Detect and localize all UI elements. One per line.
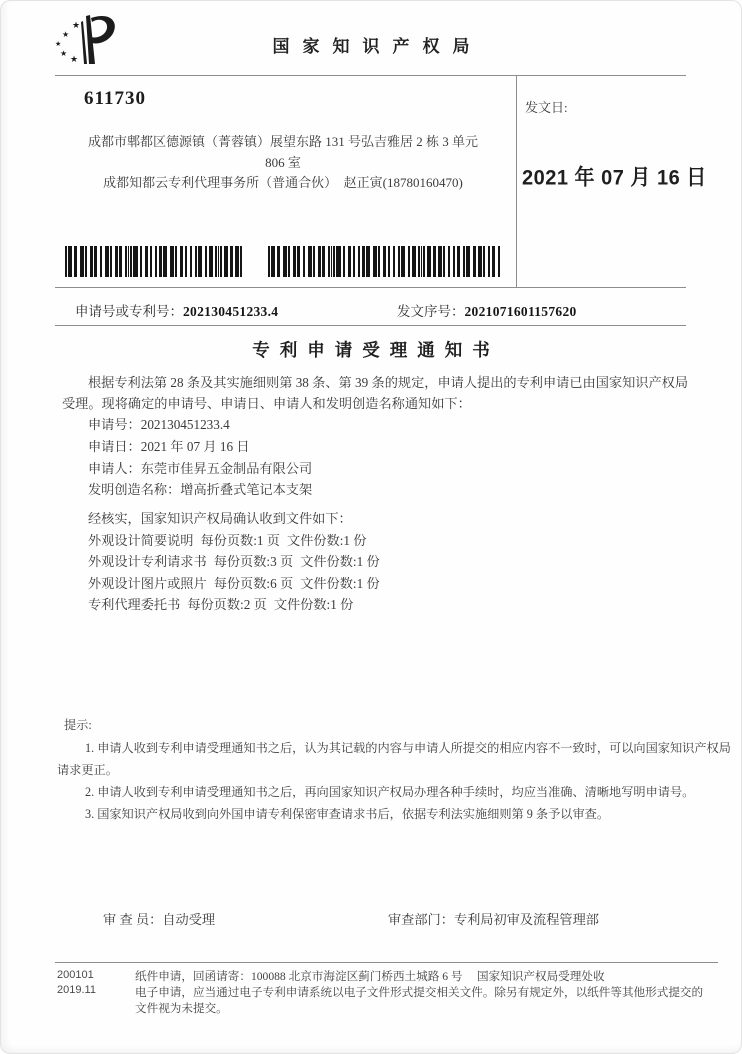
agency-title: 国家知识产权局	[272, 37, 483, 56]
field-applicant: 申请人：东莞市佳昇五金制品有限公司	[88, 461, 313, 476]
document-pages: 每份页数:6 页	[213, 576, 294, 591]
dispatch-date-label: 发文日:	[525, 100, 568, 115]
footer-form-code: 200101	[57, 969, 94, 981]
tips-heading: 提示:	[64, 718, 92, 732]
document-copies: 文件份数:1 份	[273, 597, 354, 612]
svg-text:★: ★	[70, 54, 79, 64]
document-row	[88, 551, 380, 570]
received-documents-intro: 经核实，国家知识产权局确认收到文件如下：	[88, 511, 352, 526]
department-label: 审查部门：	[388, 912, 454, 927]
document-row	[88, 573, 380, 592]
recipient-address-line2: 806 室	[265, 155, 301, 170]
dispatch-box-divider	[516, 75, 517, 287]
document-copies: 文件份数:1 份	[287, 533, 367, 548]
recipient-address-line1: 成都市郫都区德源镇（菁蓉镇）展望东路 131 号弘吉雅居 2 栋 3 单元	[87, 134, 478, 149]
svg-text:★: ★	[60, 49, 68, 58]
header-divider	[55, 75, 686, 76]
application-number-value: 202130451233.4	[183, 304, 279, 319]
document-copies: 文件份数:1 份	[300, 554, 380, 569]
svg-text:★: ★	[55, 40, 62, 48]
notice-title: 专利申请受理通知书	[252, 340, 500, 360]
dispatch-date-value: 2021 年 07 月 16 日	[522, 166, 707, 191]
footer-form-date: 2019.11	[57, 984, 96, 996]
recipient-agency-line: 成都知都云专利代理事务所（普通合伙） 赵正寅(18780160470)	[103, 175, 463, 190]
mail-route-code: 611730	[84, 88, 146, 109]
field-application-number: 申请号：202130451233.4	[88, 417, 230, 432]
document-name: 外观设计专利请求书	[88, 554, 207, 569]
application-number-label: 申请号或专利号：	[75, 304, 183, 319]
document-row	[88, 594, 353, 613]
application-number-row	[75, 300, 278, 320]
document-row	[88, 530, 367, 549]
tip-item-2: 2. 申请人收到专利申请受理通知书之后，再向国家知识产权局办理各种手续时，均应当准确、清晰地写明申请号。	[85, 785, 695, 799]
footer-paper-filing-note: 纸件申请，回函请寄：100088 北京市海淀区蓟门桥西土城路 6 号 国家知识产权局受理处收	[135, 970, 605, 983]
tip-item-1-line1: 1. 申请人收到专利申请受理通知书之后，认为其记载的内容与申请人所提交的相应内容不一致时，可以向国家知识产权局	[85, 741, 731, 755]
notice-intro-line2: 受理。现将确定的申请号、申请日、申请人和发明创造名称通知如下：	[62, 396, 471, 411]
document-pages: 每份页数:2 页	[187, 597, 267, 612]
document-name: 专利代理委托书	[88, 597, 181, 612]
document-pages: 每份页数:3 页	[213, 554, 294, 569]
tip-item-1-line2: 请求更正。	[57, 763, 118, 777]
barcode-application	[65, 246, 242, 277]
footer-efiling-note-line2: 文件视为未提交。	[135, 1002, 228, 1015]
examiner-value: 自动受理	[162, 912, 216, 927]
serial-number-row	[397, 300, 577, 320]
document-pages: 每份页数:1 页	[200, 533, 280, 548]
footer-efiling-note-line1: 电子申请，应当通过电子专利申请系统以电子文件形式提交相关文件。除另有规定外，以纸件等其他形式提交的	[135, 986, 704, 999]
examiner-label: 审 查 员：	[103, 912, 163, 927]
footer-divider	[55, 962, 718, 963]
field-application-date: 申请日：2021 年 07 月 16 日	[88, 439, 250, 454]
numbers-row-top-divider	[55, 287, 686, 288]
department-value: 专利局初审及流程管理部	[453, 912, 599, 927]
department-row	[388, 909, 599, 928]
examiner-row	[103, 909, 215, 928]
document-name: 外观设计简要说明	[88, 533, 194, 548]
document-copies: 文件份数:1 份	[300, 576, 380, 591]
field-invention-title: 发明创造名称：增高折叠式笔记本支架	[88, 482, 313, 497]
svg-text:★: ★	[62, 30, 70, 39]
numbers-row-bottom-divider	[55, 325, 686, 326]
notice-intro-line1: 根据专利法第 28 条及其实施细则第 38 条、第 39 条的规定，申请人提出的专利申请已由国家知识产权局	[88, 375, 689, 390]
svg-text:★: ★	[72, 20, 81, 30]
serial-number-value: 2021071601157620	[464, 304, 577, 319]
tip-item-3: 3. 国家知识产权局收到向外国申请专利保密审查请求书后，依据专利法实施细则第 9 条予以审查。	[85, 807, 610, 821]
serial-number-label: 发文序号：	[397, 304, 465, 319]
document-name: 外观设计图片或照片	[88, 576, 207, 591]
barcode-serial	[268, 246, 501, 277]
